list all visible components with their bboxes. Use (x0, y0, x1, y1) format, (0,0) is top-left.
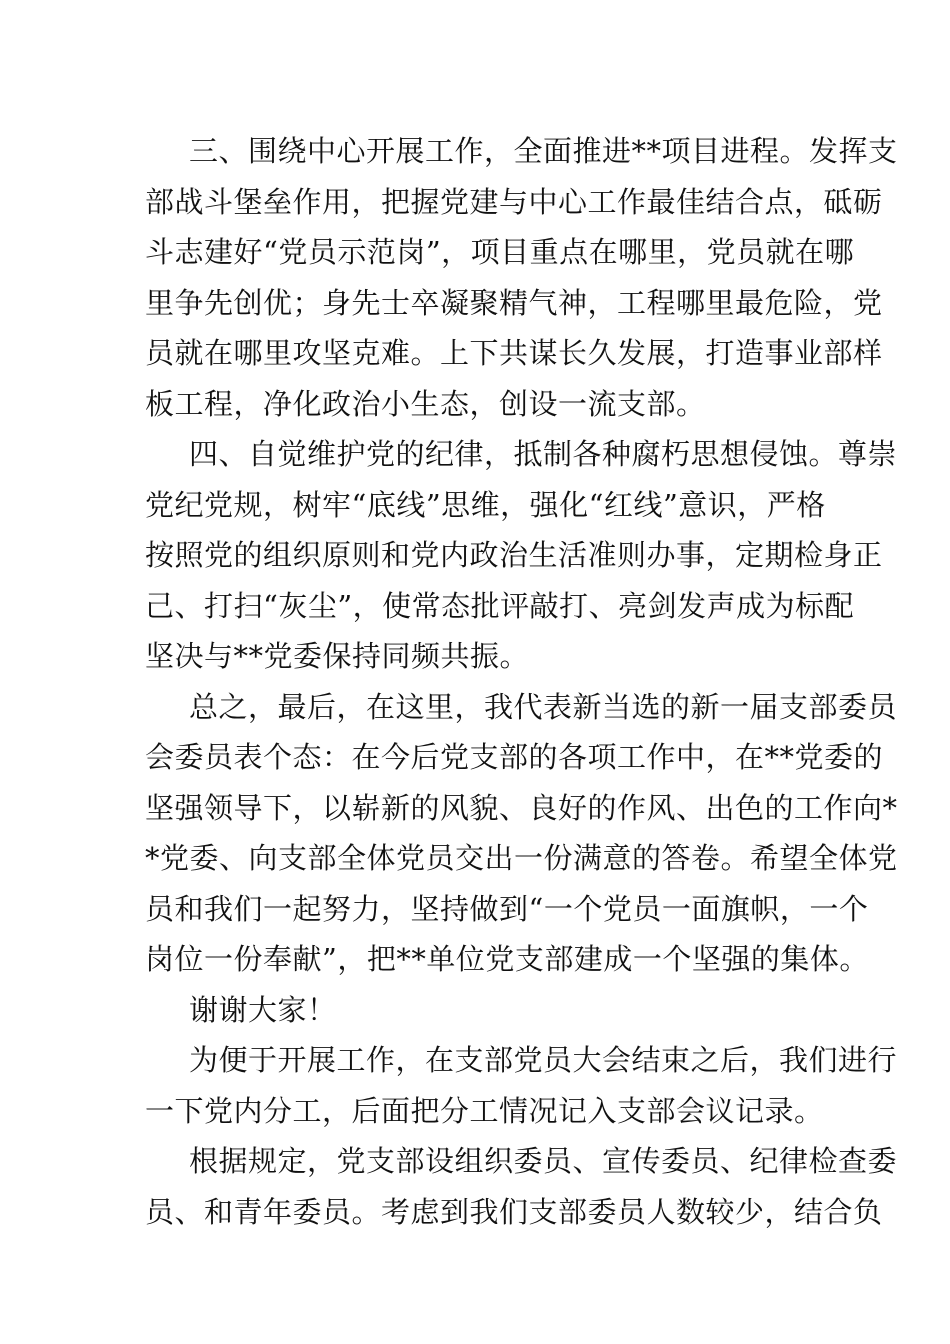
text-line: 员、和青年委员。考虑到我们支部委员人数较少，结合负 (145, 1194, 883, 1229)
text-line: 部战斗堡垒作用，把握党建与中心工作最佳结合点，砥砺 (145, 184, 883, 219)
text-line: 己、打扫“灰尘”，使常态批评敲打、亮剑发声成为标配 (145, 588, 855, 623)
text-line: 坚决与**党委保持同频共振。 (145, 639, 530, 673)
text-line: 坚强领导下，以崭新的风貌、良好的作风、出色的工作向* (145, 790, 898, 825)
text-line: 板工程，净化政治小生态，创设一流支部。 (145, 386, 706, 421)
document-body (145, 126, 898, 1237)
text-line: 党纪党规，树牢“底线”思维，强化“红线”意识，严格 (145, 487, 826, 522)
text-line: 员就在哪里攻坚克难。上下共谋长久发展，打造事业部样 (145, 336, 883, 370)
text-line: 总之，最后，在这里，我代表新当选的新一届支部委员 (189, 689, 898, 724)
text-line: 谢谢大家！ (189, 992, 337, 1027)
text-line: 三、围绕中心开展工作，全面推进**项目进程。发挥支 (189, 134, 898, 168)
text-line: 按照党的组织原则和党内政治生活准则办事，定期检身正 (145, 538, 883, 572)
text-line: 会委员表个态：在今后党支部的各项工作中，在**党委的 (145, 740, 884, 774)
text-line: 一下党内分工，后面把分工情况记入支部会议记录。 (145, 1093, 824, 1128)
text-line: 岗位一份奉献”，把**单位党支部建成一个坚强的集体。 (145, 942, 869, 976)
text-line: 四、自觉维护党的纪律，抵制各种腐朽思想侵蚀。尊崇 (189, 437, 898, 471)
text-line: 根据规定，党支部设组织委员、宣传委员、纪律检查委 (189, 1144, 898, 1178)
text-line: 斗志建好“党员示范岗”，项目重点在哪里，党员就在哪 (145, 235, 855, 269)
text-line: *党委、向支部全体党员交出一份满意的答卷。希望全体党 (145, 841, 898, 875)
text-line: 里争先创优；身先士卒凝聚精气神，工程哪里最危险，党 (145, 285, 883, 320)
text-line: 员和我们一起努力，坚持做到“一个党员一面旗帜，一个 (145, 891, 869, 926)
text-line: 为便于开展工作，在支部党员大会结束之后，我们进行 (189, 1043, 898, 1077)
